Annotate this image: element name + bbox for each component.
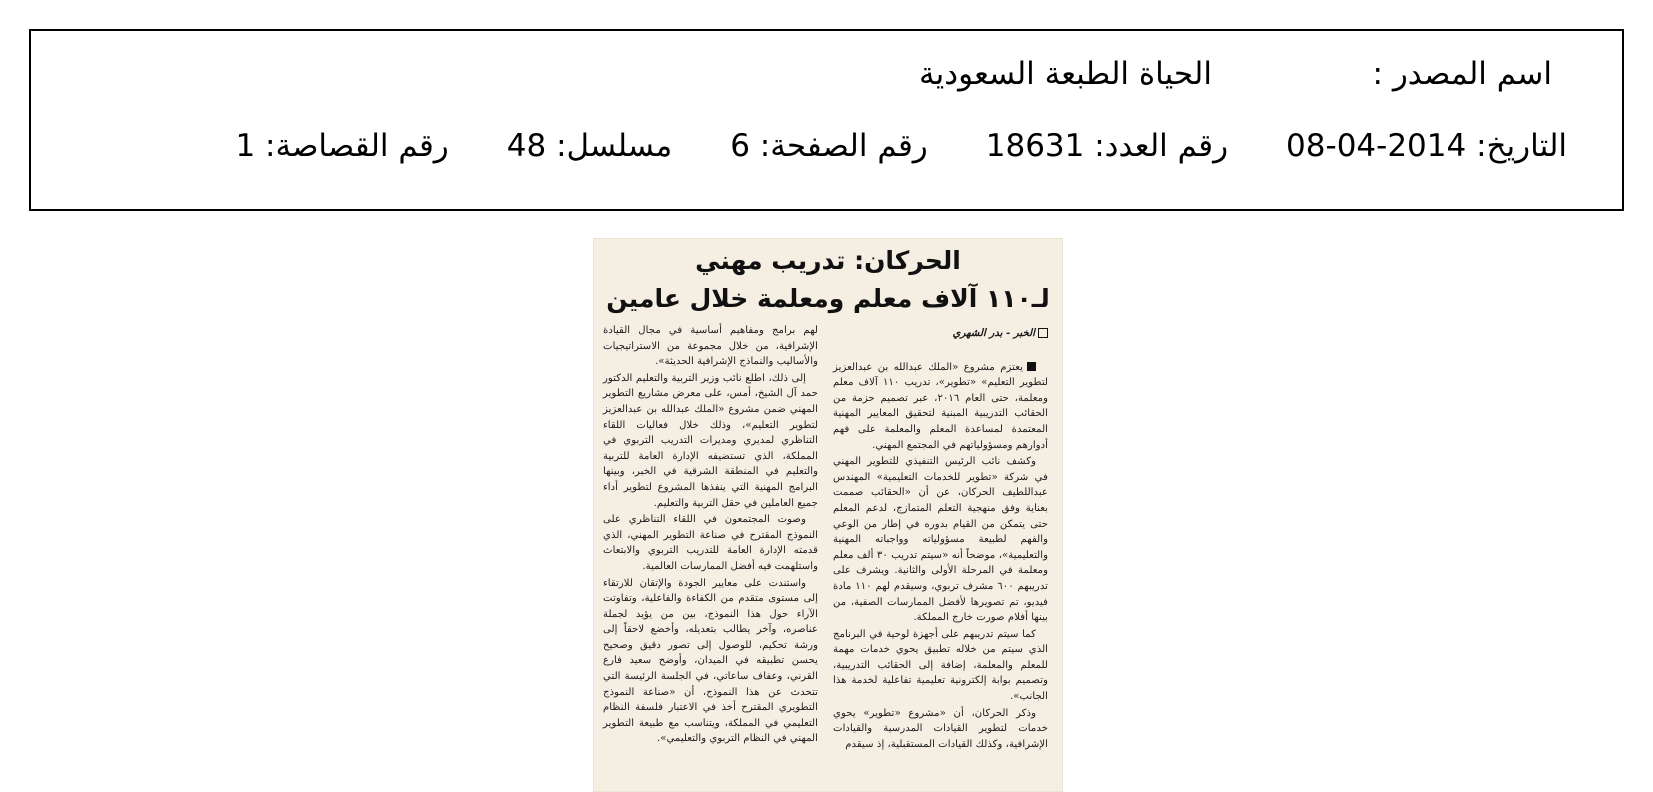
paragraph: كما سيتم تدريبهم على أجهزة لوحية في البرنامج الذي سيتم من خلاله تطبيق يحوي خدمات مهمة للمعلم والمعلمة، إضافة إلى الحقائب التدريبية، وتصميم بوابة إلكترونية تعليمية تفاعلية لخدمة هذا الجانب».: [833, 628, 1048, 703]
paragraph: لهم برامج ومفاهيم أساسية في مجال القيادة الإشرافية، من خلال مجموعة من الاستراتيجيات والأساليب والنماذج الإشرافية الحديثة».: [603, 325, 818, 368]
paragraph: يعتزم مشروع «الملك عبدالله بن عبدالعزيز لتطوير التعليم» «تطوير»، تدريب ١١٠ آلاف معلم ومعلمة، حتى العام ٢٠١٦، عبر تصميم حزمة من الحقائب التدريبية المبنية لتحقيق المعايير المهنية المعتمدة لمساعدة المعلم والمعلمة على فهم أدوارهم ومسؤولياتهم في المجتمع المهني.: [833, 361, 1049, 451]
newspaper-clipping: [593, 238, 1063, 792]
byline-box-icon: [1038, 328, 1048, 338]
paragraph: وذكر الحركان، أن «مشروع «تطوير» يحوي خدمات لتطوير القيادات المدرسية والقيادات الإشرافية، وكذلك القيادات المستقبلية، إذ سيقدم: [833, 707, 1048, 750]
headline-line-2: لـ١١٠ آلاف معلم ومعلمة خلال عامين: [606, 284, 1050, 313]
clipping-field: رقم القصاصة: 1: [235, 128, 449, 164]
page-field: رقم الصفحة: 6: [730, 128, 928, 164]
bullet-square-icon: [1027, 362, 1036, 371]
paragraph: إلى ذلك، اطلع نائب وزير التربية والتعليم الدكتور حمد آل الشيخ، أمس، على معرض مشاريع التطوير المهني ضمن مشروع «الملك عبدالله بن عبدالعزيز لتطوير التعليم»، وذلك خلال فعاليات اللقاء التناظري لمديري ومديرات التدريب التربوي في المملكة، الذي تستضيفه الإدارة العامة للتربية والتعليم في المنطقة الشرقية في الخبر، وبينها البرامج المهنية التي ينفذها المشروع لتطوير أداء جميع العاملين في حقل التربية والتعليم.: [603, 372, 818, 509]
headline-line-1: الحركان: تدريب مهني: [695, 246, 961, 275]
article-column-right: [833, 326, 1048, 753]
document-header: [29, 29, 1624, 211]
byline-text: الخبر - بدر الشهري: [952, 327, 1035, 339]
serial-field: مسلسل: 48: [506, 128, 673, 164]
paragraph: وصوت المجتمعون في اللقاء التناظري على النموذج المقترح في صناعة التطوير المهني، الذي قدمته الإدارة العامة للتدريب التربوي والابتعاث واستلهمت فيه أفضل الممارسات العالمية.: [603, 514, 818, 572]
paragraph: وكشف نائب الرئيس التنفيذي للتطوير المهني في شركة «تطوير للخدمات التعليمية» المهندس عبداللطيف الحركان، عن أن «الحقائب صممت بعناية وفق منهجية التعلم المتمازج، لدعم المعلم حتى يتمكن من القيام بدوره في إطار من الوعي والفهم لطبيعة مسؤولياته وواجباته المهنية والتعليمية»، موضحاً أنه «سيتم تدريب ٣٠ ألف معلم ومعلمة في المرحلة الأولى والثانية. ويشرف على تدريبهم ٦٠٠ مشرف تربوي، وسيقدم لهم ١١٠ مادة فيديو، تم تصويرها لأفضل الممارسات الصفية، من بينها أفلام صورت خارج المملكة.: [833, 456, 1048, 624]
byline: [833, 326, 1048, 342]
source-value: الحياة الطبعة السعودية: [919, 56, 1212, 92]
article-column-left: [603, 323, 818, 748]
meta-row: [235, 128, 1567, 164]
source-label: اسم المصدر :: [1372, 56, 1552, 92]
date-field: التاريخ: 2014-04-08: [1286, 128, 1567, 164]
paragraph: واستندت على معايير الجودة والإتقان للارتقاء إلى مستوى متقدم من الكفاءة والفاعلية، وتفاوتت الآراء حول هذا النموذج، بين من يؤيد لجملة عناصره، وآخر يطالب بتعديله، وأخضع لاحقاً إلى ورشة تحكيم، للوصول إلى تصور دقيق وصحيح يحسن تطبيقه في الميدان، وأوضح سعيد فارع القرني، وعفاف ساعاتي، في الجلسة الرئيسة التي تتحدث عن هذا النموذج، أن «صناعة النموذج التطويري المقترح أخذ في الاعتبار فلسفة النظام التعليمي في المملكة، ويتناسب مع طبيعة التطوير المهني في النظام التربوي والتعليمي».: [603, 577, 818, 745]
issue-field: رقم العدد: 18631: [985, 128, 1229, 164]
